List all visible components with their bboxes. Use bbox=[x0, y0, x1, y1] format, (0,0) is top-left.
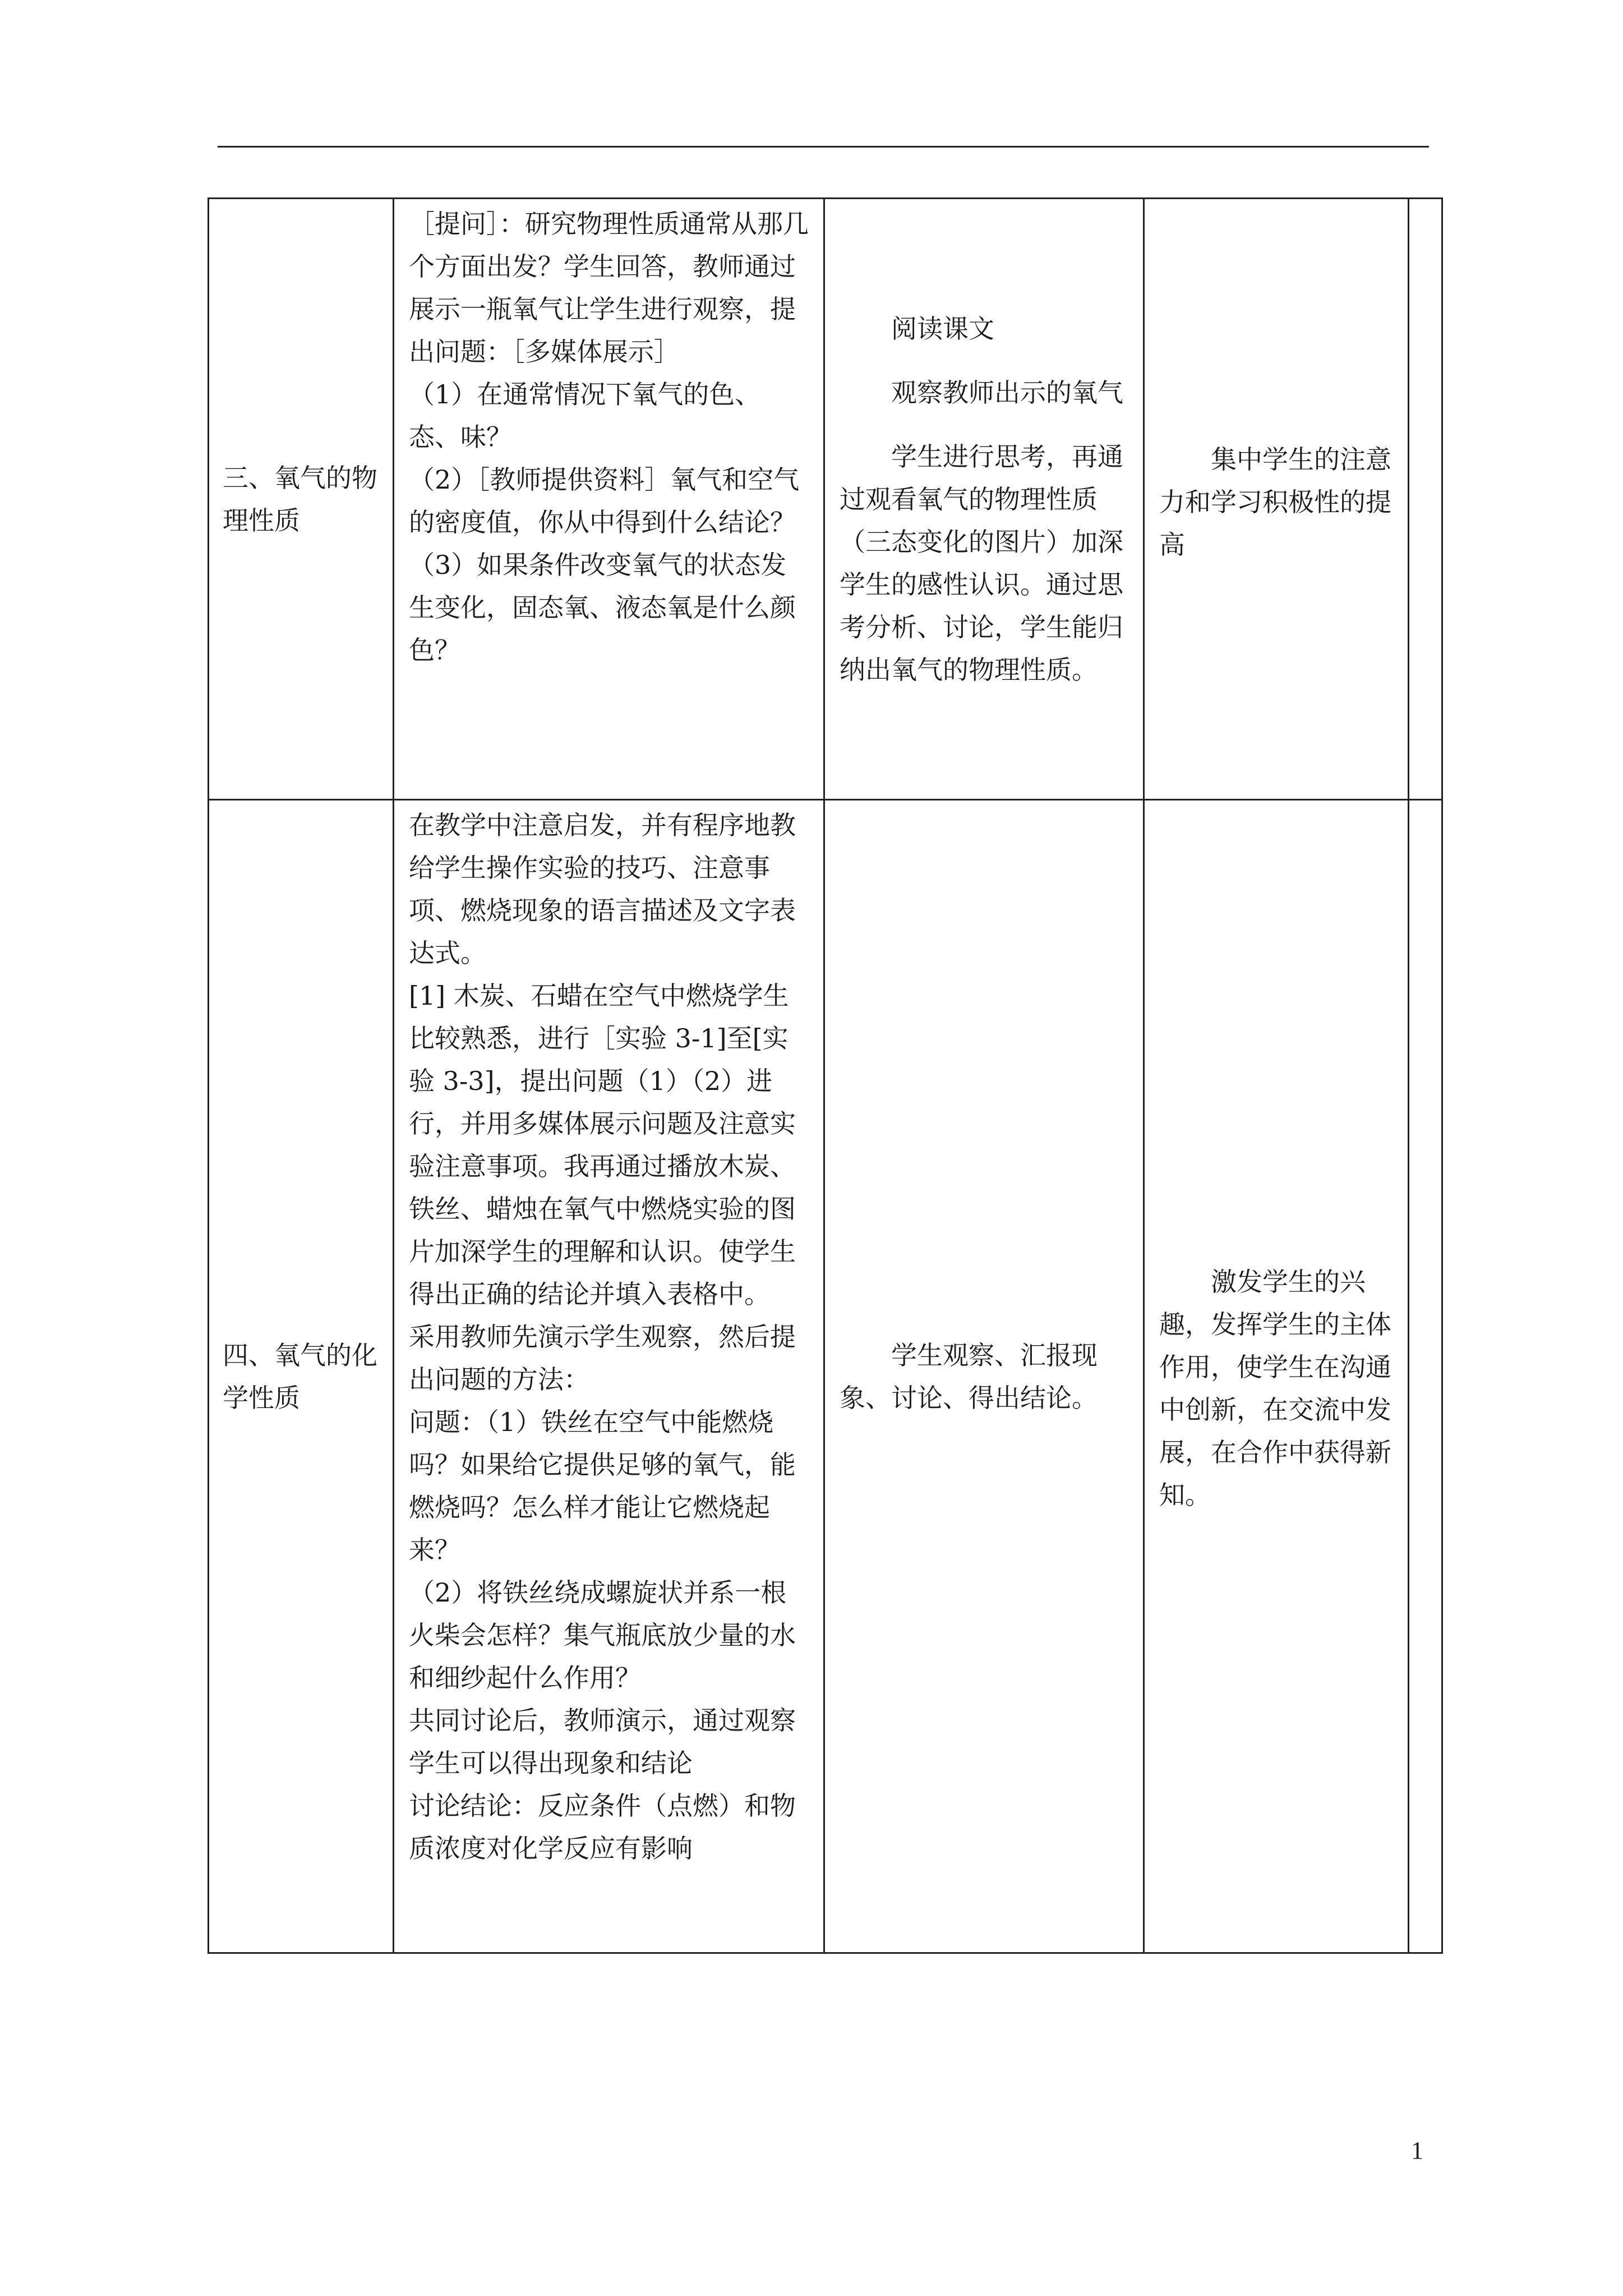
table-row bbox=[209, 800, 1442, 1953]
teacher-activity-cell bbox=[394, 199, 824, 800]
teacher-paragraph: 在教学中注意启发，并有程序地教给学生操作实验的技巧、注意事项、燃烧现象的语言描述及文字表达式。 bbox=[409, 810, 796, 968]
teacher-paragraph: 采用教师先演示学生观察，然后提出问题的方法： bbox=[409, 1322, 796, 1395]
stage-title: 三、氧气的物理性质 bbox=[223, 462, 377, 536]
design-intent-text: 集中学生的注意力和学习积极性的提高 bbox=[1159, 444, 1391, 560]
student-paragraph: 学生进行思考，再通过观看氧气的物理性质（三态变化的图片）加深学生的感性认识。通过思考分析、讨论，学生能归纳出氧气的物理性质。 bbox=[840, 441, 1123, 685]
student-paragraph: 阅读课文 bbox=[891, 313, 994, 344]
design-intent-text: 激发学生的兴趣，发挥学生的主体作用，使学生在沟通中创新，在交流中发展，在合作中获得新知。 bbox=[1159, 1267, 1391, 1510]
teacher-paragraph: ［提问］：研究物理性质通常从那几个方面出发？学生回答，教师通过展示一瓶氧气让学生进行观察，提出问题：［多媒体展示］ bbox=[409, 209, 809, 367]
teacher-paragraph: [1] 木炭、石蜡在空气中燃烧学生比较熟悉，进行［实验 3-1]至[实验 3-3]，提出问题（1）（2）进行，并用多媒体展示问题及注意实验注意事项。我再通过播放木炭、铁丝、蜡烛在氧气中燃烧实验的图片加深学生的理解和认识。使学生得出正确的结论并填入表格中。 bbox=[409, 981, 796, 1309]
stage-cell bbox=[209, 199, 394, 800]
blank-cell bbox=[1409, 800, 1442, 1953]
lesson-plan-table bbox=[208, 197, 1443, 1954]
teacher-paragraph: （2）将铁丝绕成螺旋状并系一根火柴会怎样？集气瓶底放少量的水和细纱起什么作用？ bbox=[409, 1577, 796, 1693]
blank-cell bbox=[1409, 199, 1442, 800]
student-paragraph: 学生观察、汇报现象、讨论、得出结论。 bbox=[840, 1340, 1098, 1413]
teacher-paragraph: （2）［教师提供资料］氧气和空气的密度值，你从中得到什么结论？ bbox=[409, 464, 800, 537]
design-intent-cell bbox=[1144, 800, 1409, 1953]
teacher-paragraph: （3）如果条件改变氧气的状态发生变化，固态氧、液态氧是什么颜色？ bbox=[409, 550, 796, 665]
teacher-paragraph: （1）在通常情况下氧气的色、态、味？ bbox=[409, 379, 761, 452]
header-rule bbox=[218, 146, 1429, 148]
teacher-activity-cell bbox=[394, 800, 824, 1953]
stage-title: 四、氧气的化学性质 bbox=[223, 1340, 377, 1413]
teacher-paragraph: 问题：（1）铁丝在空气中能燃烧吗？如果给它提供足够的氧气，能燃烧吗？怎么样才能让它燃烧起来？ bbox=[409, 1407, 796, 1565]
stage-cell bbox=[209, 800, 394, 1953]
student-activity-cell bbox=[824, 199, 1144, 800]
student-paragraph: 观察教师出示的氧气 bbox=[891, 377, 1123, 408]
table-row bbox=[209, 199, 1442, 800]
page-number: 1 bbox=[1411, 2137, 1423, 2164]
design-intent-cell bbox=[1144, 199, 1409, 800]
teacher-paragraph: 共同讨论后，教师演示，通过观察学生可以得出现象和结论 bbox=[409, 1705, 796, 1778]
teacher-paragraph: 讨论结论：反应条件（点燃）和物质浓度对化学反应有影响 bbox=[409, 1791, 796, 1864]
student-activity-cell bbox=[824, 800, 1144, 1953]
